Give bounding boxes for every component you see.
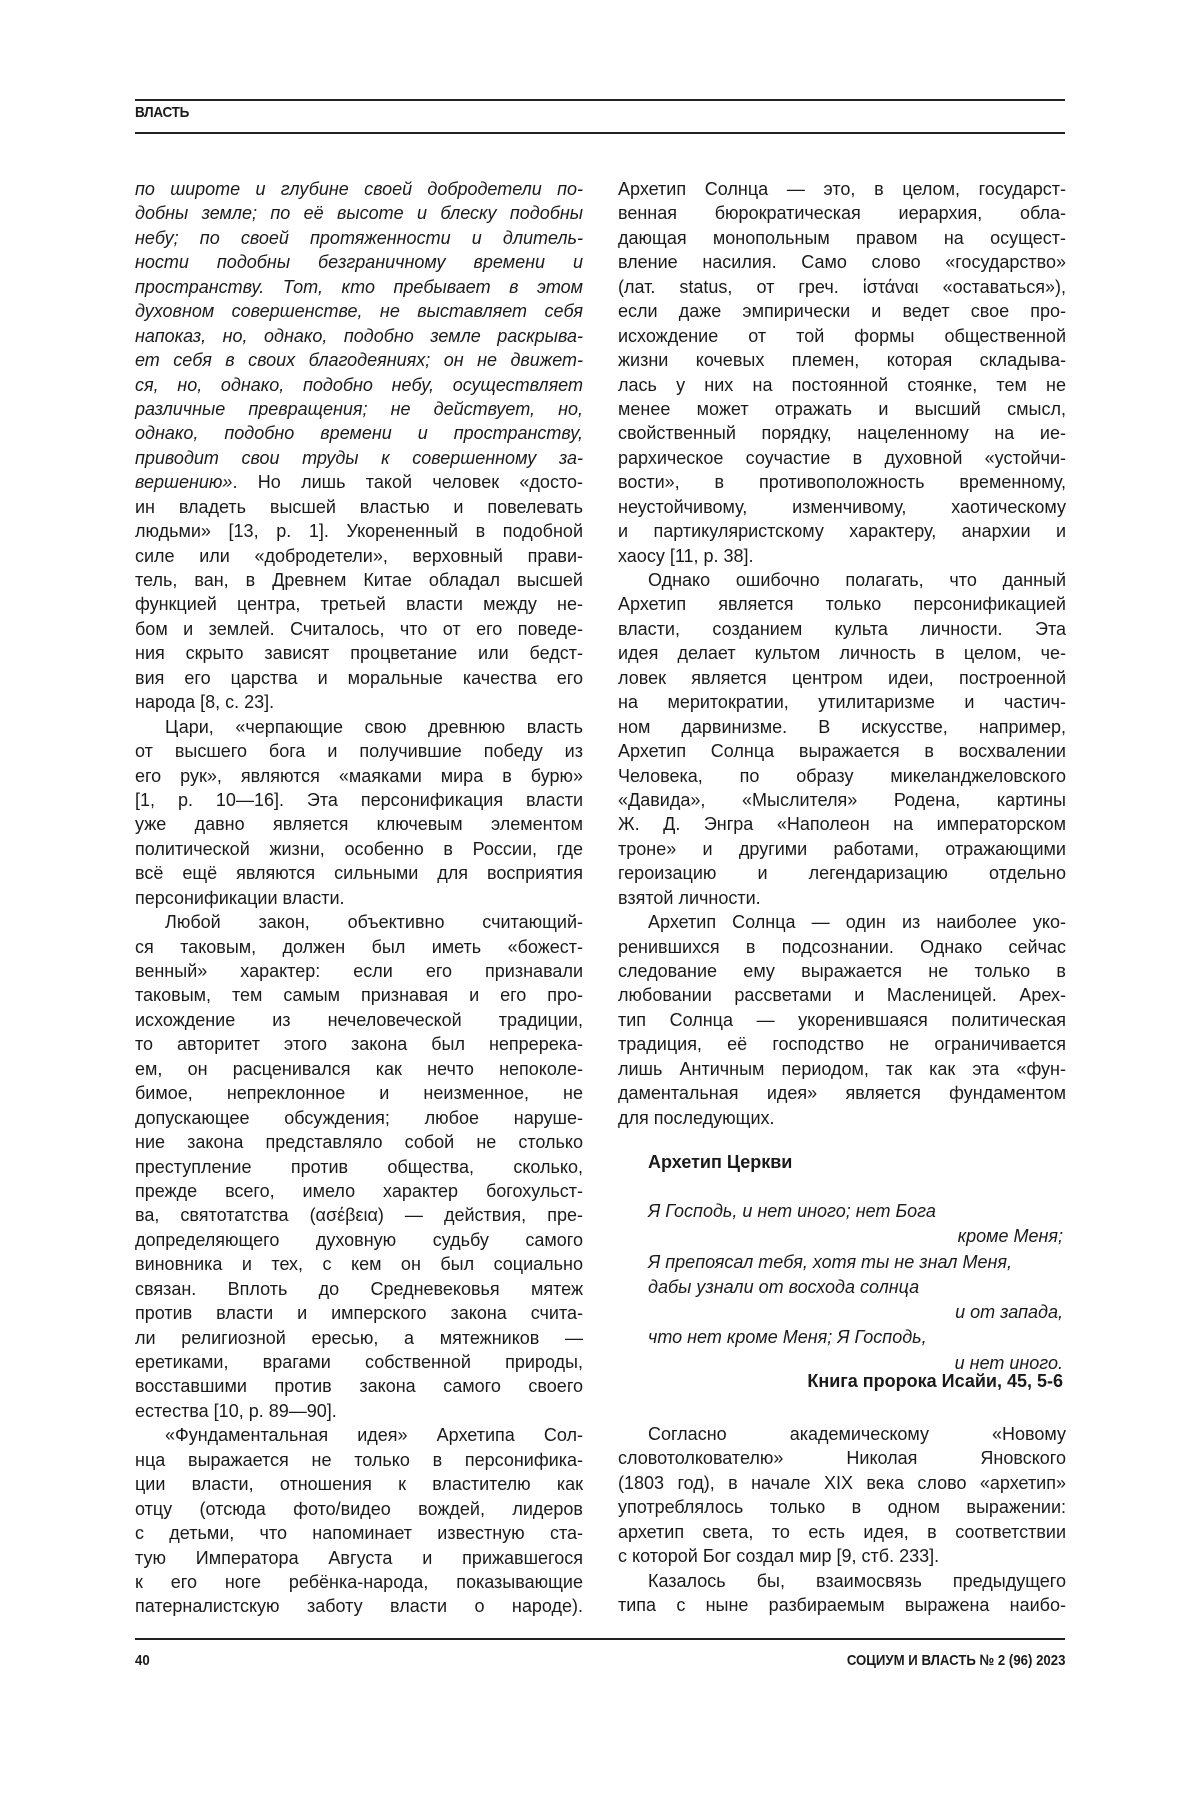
text-line: народа [8, с. 23]. (135, 690, 583, 714)
text-line: Ж. Д. Энгра «Наполеон на императорском (618, 812, 1066, 836)
text-line: лишь Античным периодом, так как эта «фун- (618, 1057, 1066, 1081)
text-line: если даже эмпирически и ведет свое про- (618, 299, 1066, 323)
text-line: допределяющего духовную судьбу самого (135, 1228, 583, 1252)
text-line: прежде всего, имело характер богохульст- (135, 1179, 583, 1203)
text-line: всё ещё являются сильными для восприятия (135, 861, 583, 885)
text-line: связан. Вплоть до Средневековья мятеж (135, 1277, 583, 1301)
text-line: ренившихся в подсознании. Однако сейчас (618, 935, 1066, 959)
text-line: напоказ, но, однако, подобно земле раскрыва- (135, 324, 583, 348)
text-line: силе или «добродетели», верховный прави- (135, 544, 583, 568)
text-line: исхождение от той формы общественной (618, 324, 1066, 348)
text-line: даментальная идея» является фундаментом (618, 1081, 1066, 1105)
section-heading: Архетип Церкви (648, 1152, 792, 1173)
text-line: еретиками, врагами собственной природы, (135, 1350, 583, 1374)
text-line: Казалось бы, взаимосвязь предыдущего (618, 1569, 1066, 1593)
text-line: дающая монопольным правом на осущест- (618, 226, 1066, 250)
text-line: и партикуляристскому характеру, анархии и (618, 519, 1066, 543)
text-line: словотолкователю» Николая Яновского (618, 1446, 1066, 1470)
text-line: ции власти, отношения к властителю как (135, 1472, 583, 1496)
page-number: 40 (135, 1652, 150, 1669)
text-line: исхождение из нечеловеческой традиции, (135, 1008, 583, 1032)
text-line: с детьми, что напоминает известную ста- (135, 1521, 583, 1545)
text-line: менее может отражать и высший смысл, (618, 397, 1066, 421)
text-line: с которой Бог создал мир [9, стб. 233]. (618, 1544, 1066, 1568)
text-line: Архетип Солнца — один из наиболее уко- (618, 910, 1066, 934)
text-line: Однако ошибочно полагать, что данный (618, 568, 1066, 592)
epigraph-source: Книга пророка Исайи, 45, 5-6 (807, 1371, 1063, 1392)
text-line: различные превращения; не действует, но, (135, 397, 583, 421)
header-bottom-rule (135, 132, 1065, 134)
text-line: Любой закон, объективно считающий- (135, 910, 583, 934)
text-line: преступление против общества, сколько, (135, 1155, 583, 1179)
text-line: Архетип Солнца выражается в восхвалении (618, 739, 1066, 763)
text-run: вершению» (135, 472, 232, 492)
left-column (135, 177, 583, 1619)
text-line: венный» характер: если его признавали (135, 959, 583, 983)
epigraph-line: Я Господь, и нет иного; нет Бога (648, 1199, 1063, 1224)
text-line: однако, подобно времени и пространству, (135, 421, 583, 445)
text-line: от высшего бога и получившие победу из (135, 739, 583, 763)
text-line: естества [10, p. 89—90]. (135, 1399, 583, 1423)
text-line: добны земле; по её высоте и блеску подобны (135, 201, 583, 225)
text-line: на меритократии, утилитаризме и частич- (618, 690, 1066, 714)
text-line: (1803 год), в начале XIX века слово «архетип» (618, 1471, 1066, 1495)
text-line: героизацию и легендаризацию отдельно (618, 861, 1066, 885)
text-line: ли религиозной ересью, а мятежников — (135, 1326, 583, 1350)
text-line: виновника и тех, с кем он был социально (135, 1252, 583, 1276)
text-line: неустойчивому, изменчивому, хаотическому (618, 495, 1066, 519)
text-line: ва, святотатства (ασέβεια) — действия, пре- (135, 1203, 583, 1227)
text-line: вление насилия. Само слово «государство» (618, 250, 1066, 274)
text-line: идея делает культом личность в целом, че- (618, 641, 1066, 665)
text-line: ловек является центром идеи, построенной (618, 666, 1066, 690)
text-line (135, 470, 583, 494)
text-line: вия его царства и моральные качества его (135, 666, 583, 690)
text-line: для последующих. (618, 1106, 1066, 1130)
text-line: ин владеть высшей властью и повелевать (135, 495, 583, 519)
text-line: восставшими против закона самого своего (135, 1374, 583, 1398)
text-line: ем, он расценивался как нечто непоколе- (135, 1057, 583, 1081)
text-line: против власти и имперского закона счита- (135, 1301, 583, 1325)
text-line: жизни кочевых племен, которая складыва- (618, 348, 1066, 372)
text-line: следование ему выражается не только в (618, 959, 1066, 983)
journal-title: СОЦИУМ И ВЛАСТЬ № 2 (96) 2023 (846, 1652, 1065, 1669)
text-line: персонификации власти. (135, 886, 583, 910)
text-line: ние закона представляло собой не столько (135, 1130, 583, 1154)
text-line: традиция, её господство не ограничивается (618, 1032, 1066, 1056)
text-line: типа с ныне разбираемым выражена наибо- (618, 1593, 1066, 1617)
text-line: людьми» [13, p. 1]. Укорененный в подобной (135, 519, 583, 543)
epigraph-line: Я препоясал тебя, хотя ты не знал Меня, (648, 1250, 1063, 1275)
text-line: бимое, непреклонное и неизменное, не (135, 1081, 583, 1105)
text-line: тип Солнца — укоренившаяся политическая (618, 1008, 1066, 1032)
text-line: политической жизни, особенно в России, где (135, 837, 583, 861)
text-line: отцу (отсюда фото/видео вождей, лидеров (135, 1497, 583, 1521)
text-line: ности подобны безграничному времени и (135, 250, 583, 274)
text-line: ся, но, однако, подобно небу, осуществляет (135, 373, 583, 397)
text-line: тель, ван, в Древнем Китае обладал высшей (135, 568, 583, 592)
text-line: пространству. Тот, кто пребывает в этом (135, 275, 583, 299)
text-line: ния скрыто зависят процветание или бедст- (135, 641, 583, 665)
epigraph-line: и от запада, (648, 1300, 1063, 1325)
text-line: ся таковым, должен был иметь «божест- (135, 935, 583, 959)
text-line: «Давида», «Мыслителя» Родена, картины (618, 788, 1066, 812)
text-line: Архетип Солнца — это, в целом, государст- (618, 177, 1066, 201)
epigraph-line: дабы узнали от восхода солнца (648, 1275, 1063, 1300)
text-line: допускающее обсуждения; любое наруше- (135, 1106, 583, 1130)
text-line: взятой личности. (618, 886, 1066, 910)
text-line: Согласно академическому «Новому (618, 1422, 1066, 1446)
text-line: любовании рассветами и Масленицей. Арех- (618, 983, 1066, 1007)
text-run: . Но лишь такой человек «досто- (232, 472, 583, 492)
text-line: Человека, по образу микеланджеловского (618, 764, 1066, 788)
text-line: свойственный порядку, нацеленному на ие- (618, 421, 1066, 445)
text-line: лась у них на постоянной стоянке, тем не (618, 373, 1066, 397)
text-line: к его ноге ребёнка-народа, показывающие (135, 1570, 583, 1594)
text-line: троне» и другими работами, отражающими (618, 837, 1066, 861)
text-line: ет себя в своих благодеяниях; он не движет- (135, 348, 583, 372)
running-header-section: ВЛАСТЬ (135, 104, 189, 121)
text-line: его рук», являются «маяками мира в бурю» (135, 764, 583, 788)
epigraph-line: кроме Меня; (648, 1224, 1063, 1249)
text-line: функцией центра, третьей власти между не- (135, 592, 583, 616)
text-line: ном дарвинизме. В искусстве, например, (618, 715, 1066, 739)
text-line: уже давно является ключевым элементом (135, 812, 583, 836)
text-line: по широте и глубине своей добродетели по- (135, 177, 583, 201)
text-line: венная бюрократическая иерархия, обла- (618, 201, 1066, 225)
epigraph (648, 1199, 1063, 1376)
text-line: небу; по своей протяженности и длитель- (135, 226, 583, 250)
text-line: Архетип является только персонификацией (618, 592, 1066, 616)
text-line: приводит свои труды к совершенному за- (135, 446, 583, 470)
text-line: нца выражается не только в персонифика- (135, 1448, 583, 1472)
right-column-top (618, 177, 1066, 1130)
text-line: вости», в противоположность временному, (618, 470, 1066, 494)
text-line: духовном совершенстве, не выставляет себя (135, 299, 583, 323)
text-line: бом и землей. Считалось, что от его поведе- (135, 617, 583, 641)
text-line: хаосу [11, p. 38]. (618, 544, 1066, 568)
footer-rule (135, 1638, 1065, 1640)
epigraph-line: и нет иного. (648, 1351, 1063, 1376)
right-column-bottom (618, 1422, 1066, 1618)
text-line: власти, созданием культа личности. Эта (618, 617, 1066, 641)
text-line: рархическое соучастие в духовной «устойчи- (618, 446, 1066, 470)
text-line: то авторитет этого закона был непререка- (135, 1032, 583, 1056)
epigraph-line: что нет кроме Меня; Я Господь, (648, 1325, 1063, 1350)
text-line: Цари, «черпающие свою древнюю власть (135, 715, 583, 739)
text-line: «Фундаментальная идея» Архетипа Сол- (135, 1423, 583, 1447)
header-top-rule (135, 99, 1065, 101)
text-line: таковым, тем самым признавая и его про- (135, 983, 583, 1007)
text-line: [1, p. 10—16]. Эта персонификация власти (135, 788, 583, 812)
text-line: архетип света, то есть идея, в соответствии (618, 1520, 1066, 1544)
text-line: патерналистскую заботу власти о народе). (135, 1594, 583, 1618)
text-line: тую Императора Августа и прижавшегося (135, 1546, 583, 1570)
text-line: (лат. status, от греч. ἱστάναι «оставаться»), (618, 275, 1066, 299)
text-line: употреблялось только в одном выражении: (618, 1495, 1066, 1519)
